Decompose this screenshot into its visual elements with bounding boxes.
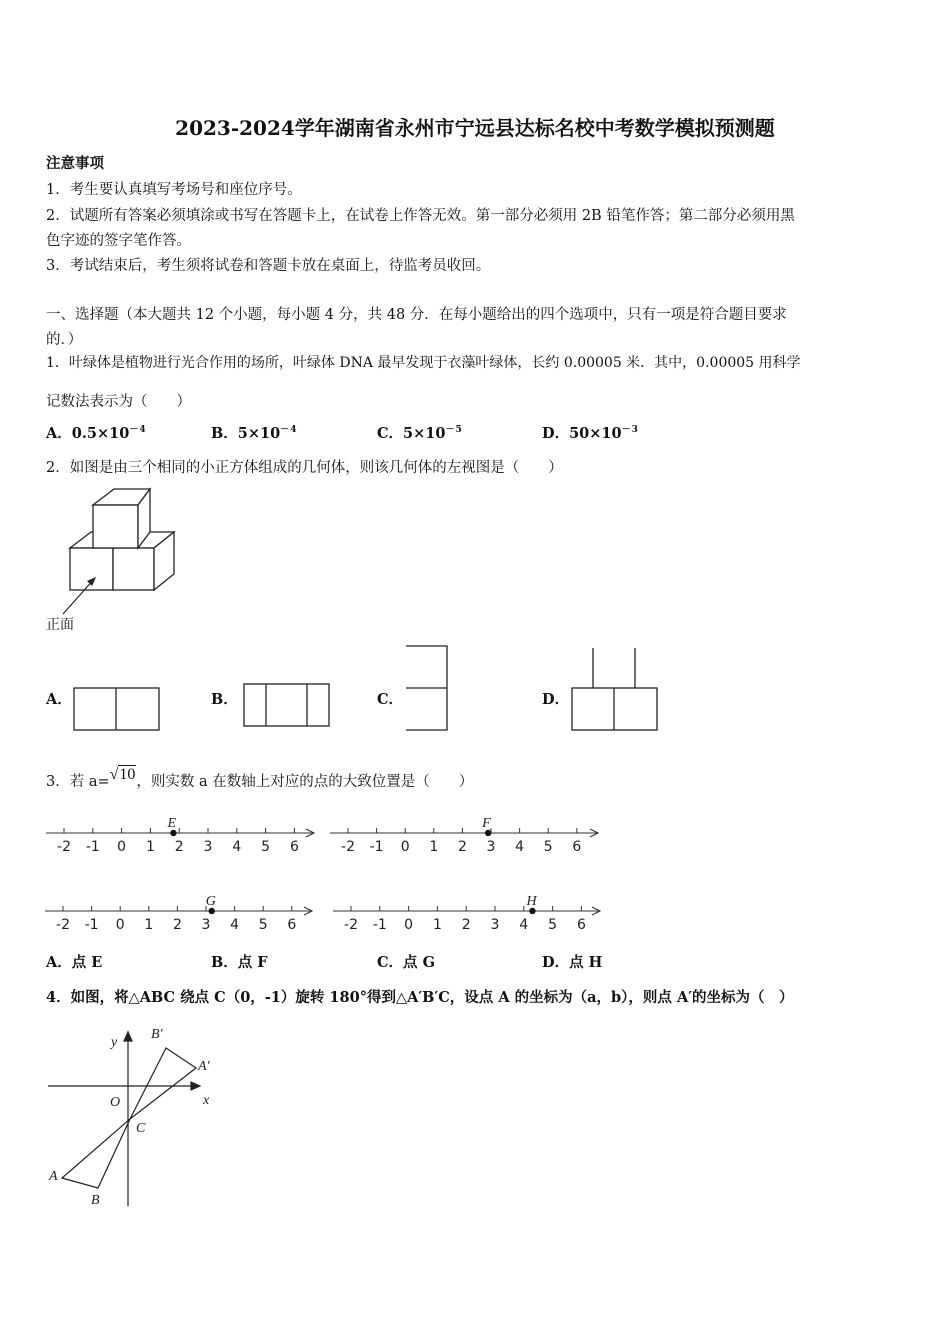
point-h-label: H <box>526 894 537 909</box>
tick-label: 5 <box>548 917 558 933</box>
point-c-label: C <box>136 1121 146 1136</box>
q2-option-c[interactable]: C． <box>377 691 404 708</box>
tick-label: 4 <box>230 917 240 933</box>
tick-label: 3 <box>490 917 500 933</box>
q1-stem-cont: 记数法表示为（ ） <box>46 394 191 410</box>
tick-label: 2 <box>461 917 471 933</box>
tick-label: 4 <box>519 917 529 933</box>
triangle-abc-prime <box>130 1048 196 1119</box>
tick-label: -1 <box>85 839 100 855</box>
option-letter: D． <box>542 425 570 442</box>
notice-item-3: 3．考试结束后，考生须将试卷和答题卡放在桌面上，待监考员收回。 <box>46 258 491 274</box>
tick-label: -2 <box>341 839 355 855</box>
tick-label: 0 <box>400 839 410 855</box>
tick-label: -1 <box>369 839 384 855</box>
q2-option-d[interactable]: D． <box>542 691 570 708</box>
option-exp: －5 <box>445 425 463 435</box>
tick-label: 1 <box>432 917 442 933</box>
notice-item-1: 1．考生要认真填写考场号和座位序号。 <box>46 182 302 198</box>
option-exp: －4 <box>280 425 298 435</box>
q3-option-c[interactable]: C．点 G <box>377 954 435 971</box>
tick-label: 3 <box>203 839 213 855</box>
q2-option-a[interactable]: A． <box>46 691 72 708</box>
tick-label: 1 <box>144 917 154 933</box>
option-base: 5×10 <box>403 425 446 442</box>
front-label: 正面 <box>46 617 74 633</box>
tick-label: 1 <box>145 839 155 855</box>
tick-label: 5 <box>258 917 268 933</box>
point-b-label: B <box>91 1193 100 1208</box>
notice-heading: 注意事项 <box>46 155 104 172</box>
point-a-label: A <box>49 1169 58 1184</box>
notice-item-2-cont: 色字迹的签字笔作答。 <box>46 233 191 249</box>
tick-label: 1 <box>429 839 439 855</box>
x-axis-label: x <box>203 1093 210 1108</box>
tick-label: 6 <box>576 917 586 933</box>
triangle-abc <box>62 1119 130 1188</box>
sqrt-radicand: 10 <box>119 766 136 783</box>
q3-option-a[interactable]: A．点 E <box>46 954 103 971</box>
tick-label: 0 <box>117 839 127 855</box>
option-base: 0.5×10 <box>71 425 130 442</box>
origin-label: O <box>110 1095 121 1110</box>
q3-option-b[interactable]: B．点 F <box>211 954 268 971</box>
tick-label: 4 <box>232 839 242 855</box>
q2-stem: 2．如图是由三个相同的小正方体组成的几何体，则该几何体的左视图是（ ） <box>46 460 563 476</box>
option-exp: －3 <box>621 425 639 435</box>
section-heading: 一、选择题（本大题共 12 个小题，每小题 4 分，共 48 分．在每小题给出的四个选项中，只有一项是符合题目要求 <box>46 307 787 323</box>
page-title: 2023-2024学年湖南省永州市宁远县达标名校中考数学模拟预测题 <box>175 116 775 140</box>
q4-stem: 4．如图，将△ABC 绕点 C（0，-1）旋转 180°得到△A′B′C，设点 A 的坐标为（a，b），则点 A′的坐标为（ ） <box>46 989 794 1006</box>
q3-suffix: ，则实数 a 在数轴上对应的点的大致位置是（ ） <box>136 774 474 790</box>
tick-label: -2 <box>57 839 71 855</box>
tick-label: 3 <box>201 917 211 933</box>
tick-label: 2 <box>457 839 467 855</box>
tick-label: 4 <box>515 839 525 855</box>
tick-label: 6 <box>289 839 299 855</box>
option-exp: －4 <box>129 425 147 435</box>
y-axis-arrow <box>124 1032 132 1041</box>
tick-label: -1 <box>372 917 387 933</box>
option-base: 5×10 <box>237 425 281 442</box>
section-heading-cont: 的．） <box>46 332 83 348</box>
tick-label: 5 <box>261 839 271 855</box>
sqrt-sign: √ <box>109 766 119 783</box>
q1-stem: 1．叶绿体是植物进行光合作用的场所，叶绿体 DNA 最早发现于衣藻叶绿体，长约 0.00005 米．其中，0.00005 用科学 <box>46 355 801 371</box>
point-g-label: G <box>205 894 216 909</box>
tick-label: 6 <box>287 917 297 933</box>
point-e-label: E <box>167 816 177 831</box>
tick-label: 5 <box>543 839 553 855</box>
option-base: 50×10 <box>569 425 622 442</box>
q2-option-b[interactable]: B． <box>211 691 238 708</box>
option-letter: B． <box>211 425 238 442</box>
tick-label: 0 <box>404 917 414 933</box>
tick-label: -2 <box>56 917 70 933</box>
tick-label: 3 <box>486 839 496 855</box>
tick-label: 2 <box>174 839 184 855</box>
option-letter: A． <box>46 425 72 442</box>
tick-label: 6 <box>572 839 582 855</box>
notice-item-2: 2．试题所有答案必须填涂或书写在答题卡上，在试卷上作答无效。第一部分必须用 2B 铅笔作答；第二部分必须用黑 <box>46 208 795 224</box>
option-letter: C． <box>377 425 404 442</box>
x-axis-arrow <box>191 1082 200 1090</box>
y-axis-label: y <box>111 1035 118 1050</box>
tick-label: -2 <box>344 917 358 933</box>
point-a-prime-label: A' <box>198 1059 210 1074</box>
tick-label: 2 <box>172 917 182 933</box>
tick-label: -1 <box>84 917 99 933</box>
point-b-prime-label: B' <box>151 1027 163 1042</box>
tick-label: 0 <box>115 917 125 933</box>
point-f-label: F <box>482 816 491 831</box>
q3-prefix: 3．若 a= <box>46 774 110 790</box>
q3-option-d[interactable]: D．点 H <box>542 954 603 971</box>
